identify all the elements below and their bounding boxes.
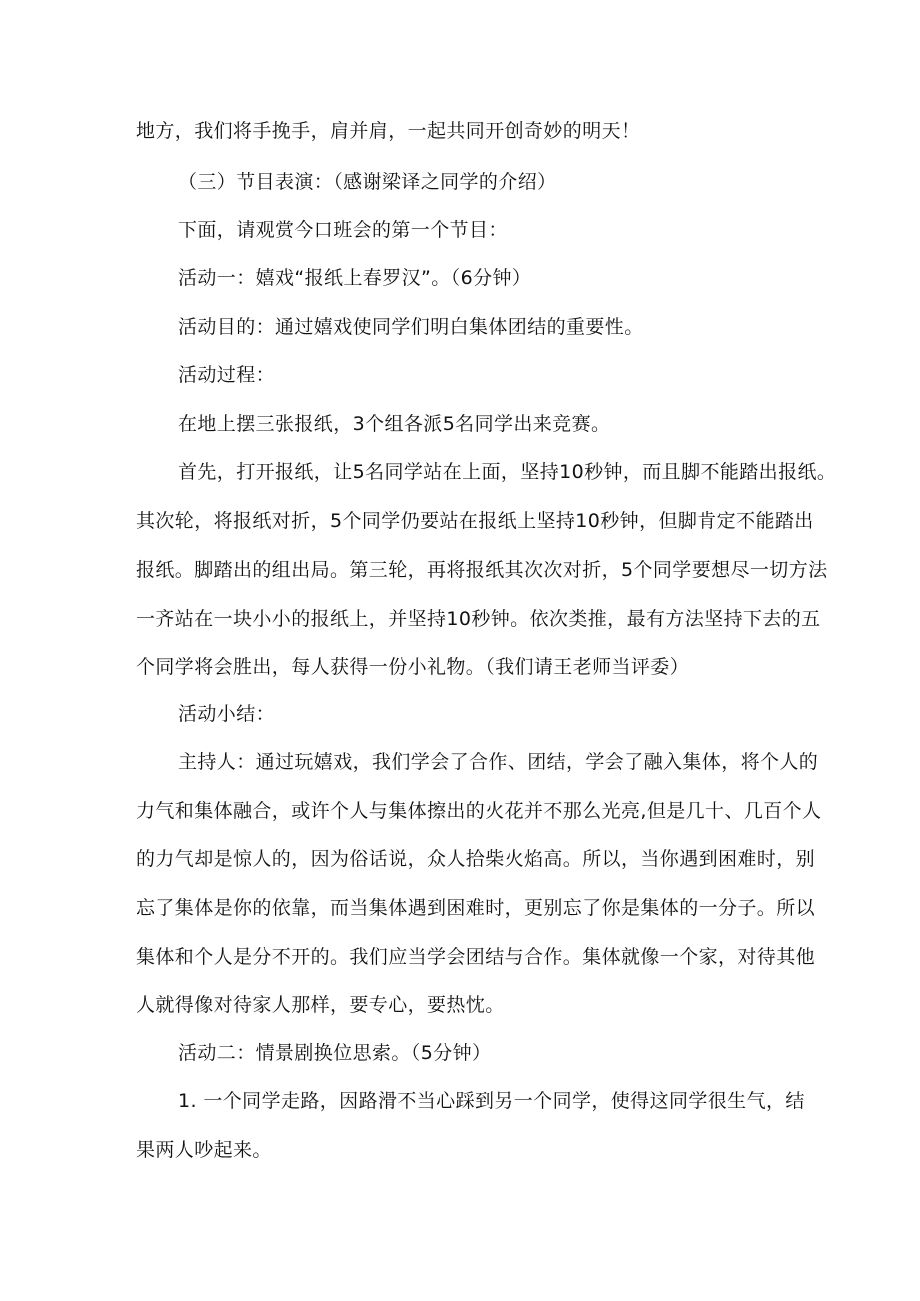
text-line: 活动目的：通过嬉戏使同学们明白集体团结的重要性。 [178, 316, 644, 338]
text-line: 地方，我们将手挽手，肩并肩，一起共同开创奇妙的明天！ [136, 120, 641, 142]
list-item: 1. 一个同学走路，因路滑不当心踩到另一个同学，使得这同学很生气，结 [178, 1090, 805, 1112]
text-line: 果两人吵起来。 [136, 1139, 272, 1161]
text-line: 在地上摆三张报纸，3个组各派5名同学出来竞赛。 [178, 413, 611, 435]
text-line: 主持人：通过玩嬉戏，我们学会了合作、团结，学会了融入集体，将个人的 [178, 751, 819, 773]
activity-heading: 活动二：情景剧换位思索。（5分钟） [178, 1042, 492, 1064]
text-line: 人就得像对待家人那样，要专心，要热忱。 [136, 994, 505, 1016]
text-line: 忘了集体是你的依靠，而当集体遇到困难时，更别忘了你是集体的一分子。所以 [136, 897, 816, 919]
text-line: 其次轮，将报纸对折，5个同学仍要站在报纸上坚持10秒钟，但脚肯定不能踏出 [136, 510, 814, 532]
text-line: 首先，打开报纸，让5名同学站在上面，坚持10秒钟，而且脚不能踏出报纸。 [178, 461, 837, 483]
text-line: 活动过程： [178, 364, 276, 386]
text-line: 报纸。脚踏出的组出局。第三轮，再将报纸其次次对折，5个同学要想尽一切方法 [136, 559, 828, 581]
text-line: 的力气却是惊人的，因为俗话说，众人拾柴火焰高。所以，当你遇到困难时，别 [136, 848, 816, 870]
activity-heading: 活动一：嬉戏“报纸上春罗汉”。（6分钟） [178, 267, 532, 289]
text-line: 活动小结： [178, 703, 276, 725]
text-line: 力气和集体融合，或许个人与集体擦出的火花并不那么光亮,但是几十、几百个人 [136, 800, 822, 822]
text-line: 集体和个人是分不开的。我们应当学会团结与合作。集体就像一个家，对待其他 [136, 946, 816, 968]
section-heading: （三）节目表演：（感谢梁译之同学的介绍） [178, 171, 557, 193]
text-line: 一齐站在一块小小的报纸上，并坚持10秒钟。依次类推，最有方法坚持下去的五 [136, 608, 821, 630]
text-line: 个同学将会胜出，每人获得一份小礼物。（我们请王老师当评委） [136, 656, 690, 678]
text-line: 下面，请观赏今口班会的第一个节目： [178, 219, 508, 241]
